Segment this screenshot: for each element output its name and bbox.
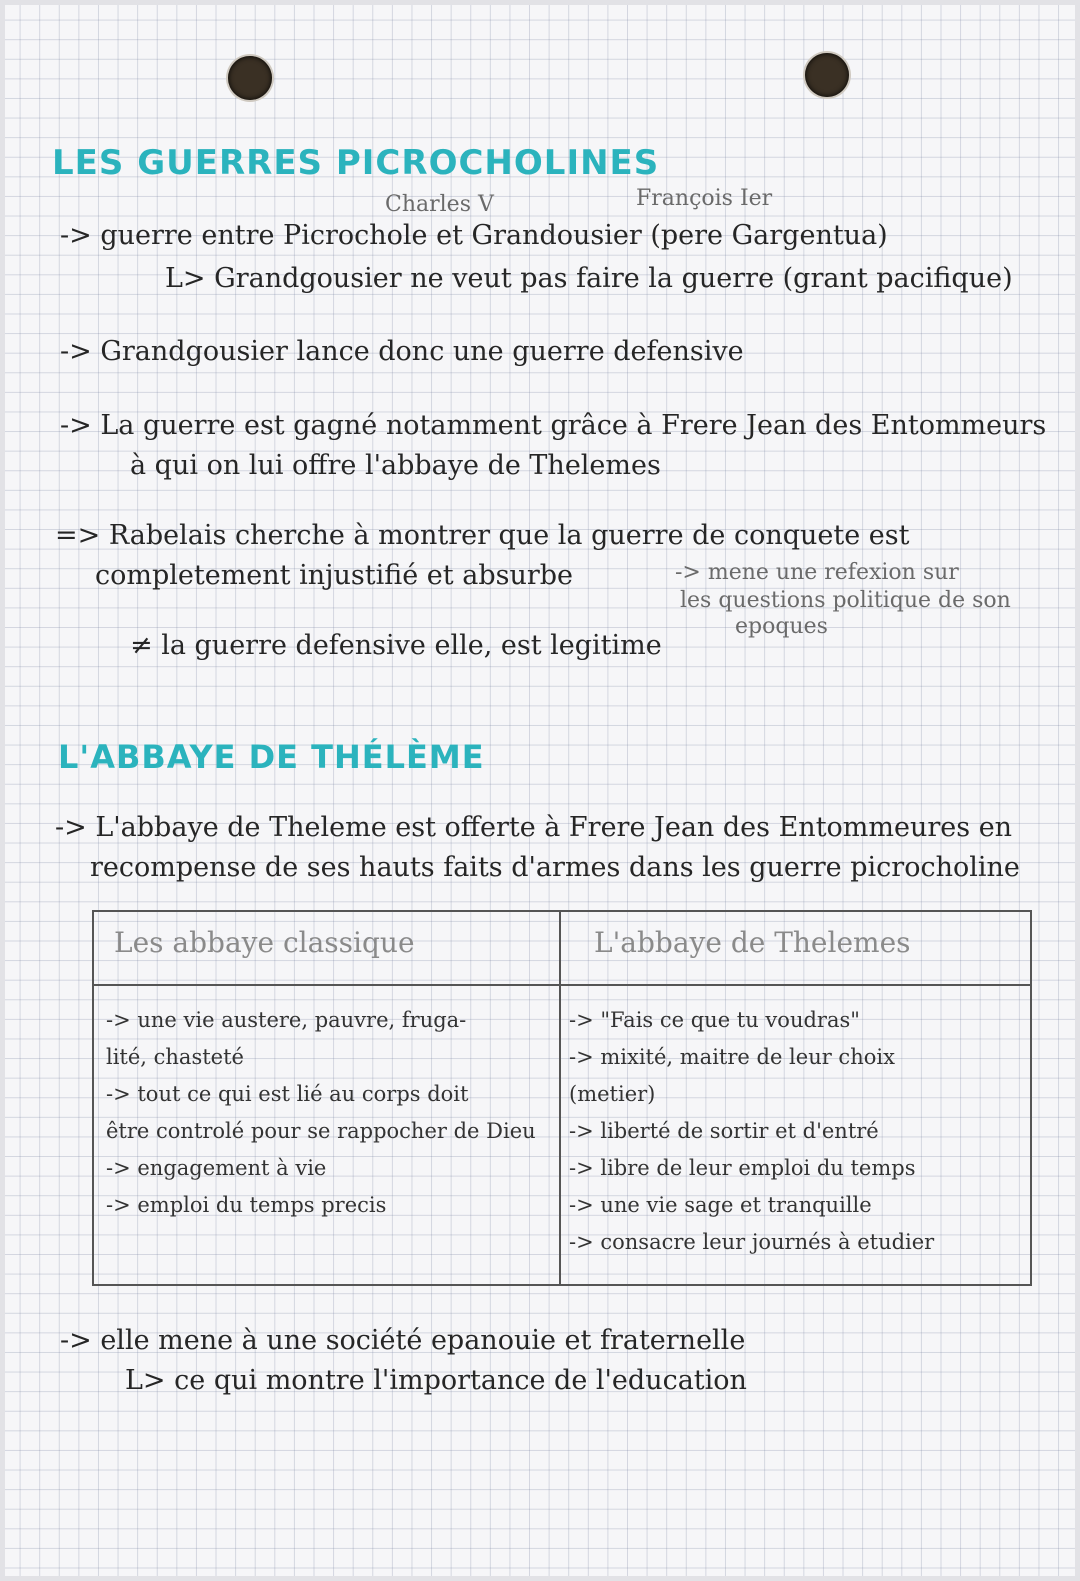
- table-cell-line: -> liberté de sortir et d'entré: [569, 1119, 879, 1143]
- comparison-table: [92, 910, 1032, 1286]
- table-cell-line: être controlé pour se rappocher de Dieu: [106, 1119, 536, 1143]
- table-divider-vertical: [559, 912, 561, 1284]
- annotation-charles-v: Charles V: [385, 192, 494, 217]
- table-cell-line: -> une vie austere, pauvre, fruga-: [106, 1008, 467, 1032]
- table-cell-line: -> emploi du temps precis: [106, 1193, 387, 1217]
- table-cell-line: -> une vie sage et tranquille: [569, 1193, 872, 1217]
- table-column-classique: [106, 1002, 536, 1224]
- table-header-thelemes: L'abbaye de Thelemes: [594, 926, 911, 959]
- note-line: -> La guerre est gagné notamment grâce à Frere Jean des Entommeurs: [60, 410, 1047, 441]
- intro-line: recompense de ses hauts faits d'armes dans les guerre picrocholine: [90, 852, 1020, 883]
- table-cell-line: -> libre de leur emploi du temps: [569, 1156, 916, 1180]
- table-cell-line: -> engagement à vie: [106, 1156, 327, 1180]
- table-cell-line: -> "Fais ce que tu voudras": [569, 1008, 860, 1032]
- intro-line: -> L'abbaye de Theleme est offerte à Frere Jean des Entommeures en: [55, 812, 1013, 843]
- side-note-line: les questions politique de son: [680, 588, 1011, 613]
- table-cell-line: (metier): [569, 1082, 656, 1106]
- table-divider-horizontal: [94, 984, 1030, 986]
- note-line: -> guerre entre Picrochole et Grandousier (pere Gargentua): [60, 220, 888, 251]
- side-note-line: epoques: [735, 614, 828, 639]
- section-title-abbaye: L'ABBAYE DE THÉLÈME: [58, 738, 485, 776]
- note-line: ≠ la guerre defensive elle, est legitime: [130, 630, 662, 661]
- note-line: => Rabelais cherche à montrer que la guerre de conquete est: [55, 520, 910, 551]
- table-cell-line: -> tout ce qui est lié au corps doit: [106, 1082, 469, 1106]
- binder-hole-left: [228, 56, 272, 100]
- table-cell-line: -> mixité, maitre de leur choix: [569, 1045, 895, 1069]
- table-column-thelemes: [569, 1002, 934, 1261]
- table-cell-line: -> consacre leur journés à etudier: [569, 1230, 935, 1254]
- binder-hole-right: [805, 53, 849, 97]
- note-line: completement injustifié et absurbe: [95, 560, 574, 591]
- annotation-francois-ier: François Ier: [636, 186, 773, 211]
- conclusion-line: -> elle mene à une société epanouie et fraternelle: [60, 1325, 746, 1356]
- side-note-line: -> mene une refexion sur: [675, 560, 959, 585]
- note-line: à qui on lui offre l'abbaye de Thelemes: [130, 450, 661, 481]
- table-header-classique: Les abbaye classique: [114, 926, 415, 959]
- section-title-guerres: LES GUERRES PICROCHOLINES: [52, 143, 660, 183]
- conclusion-line: L> ce qui montre l'importance de l'education: [125, 1365, 747, 1396]
- table-cell-line: lité, chasteté: [106, 1045, 244, 1069]
- note-line: L> Grandgousier ne veut pas faire la guerre (grant pacifique): [165, 263, 1013, 294]
- note-line: -> Grandgousier lance donc une guerre defensive: [60, 336, 744, 367]
